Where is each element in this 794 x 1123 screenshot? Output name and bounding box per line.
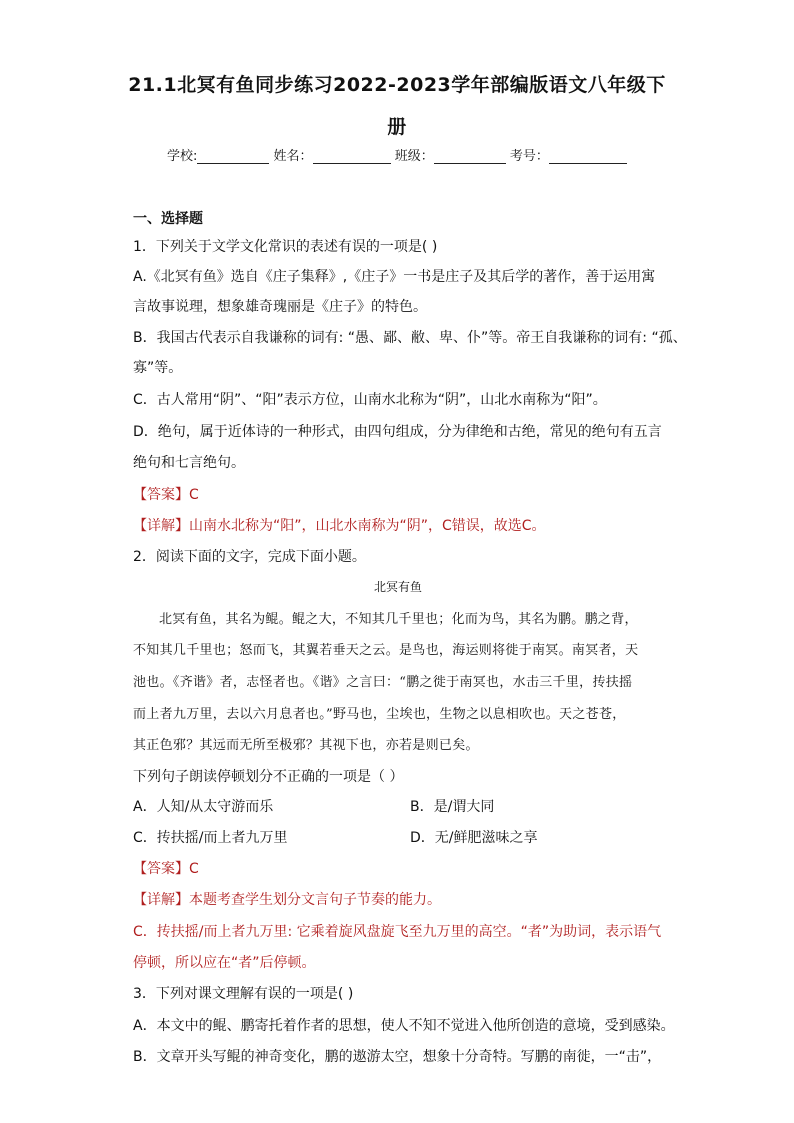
- q1-detail: [133, 515, 546, 535]
- q1-answer: [133, 484, 199, 504]
- q3-option-a: A．本文中的鲲、鹏寄托着作者的思想，使人不知不觉进入他所创造的意境，受到感染。: [133, 1018, 675, 1034]
- document-title: 21.1北冥有鱼同步练习2022-2023学年部编版语文八年级下: [128, 74, 666, 96]
- detail-tag: 【详解】: [133, 892, 189, 908]
- q2-detail: [133, 889, 441, 909]
- detail-text: 山南水北称为“阳”，山北水南称为“阴”，C错误，故选C。: [189, 518, 546, 534]
- passage-line: 而上者九万里，去以六月息者也。”野马也，尘埃也，生物之以息相吹也。天之苍苍，: [133, 707, 626, 722]
- answer-value: C: [189, 487, 199, 503]
- class-field[interactable]: [434, 149, 506, 164]
- q2-stem: 2．阅读下面的文字，完成下面小题。: [133, 549, 366, 565]
- section-heading: 一、选择题: [133, 211, 203, 227]
- q2-detail-explanation-cont: 停顿，所以应在“者”后停顿。: [133, 955, 316, 971]
- q2-answer: [133, 858, 199, 878]
- q2-option-d: D．无/鲜肥滋味之享: [410, 830, 538, 846]
- q1-option-a-cont: 言故事说理，想象雄奇瑰丽是《庄子》的特色。: [133, 299, 427, 315]
- student-info-row: [167, 145, 627, 164]
- detail-text: 本题考查学生划分文言句子节奏的能力。: [189, 892, 441, 908]
- q1-option-d: D．绝句，属于近体诗的一种形式，由四句组成，分为律绝和古绝，常见的绝句有五言: [133, 424, 662, 440]
- detail-tag: 【详解】: [133, 518, 189, 534]
- school-label: 学校:: [167, 149, 198, 164]
- q1-option-d-cont: 绝句和七言绝句。: [133, 455, 245, 471]
- class-label: 班级：: [394, 149, 434, 164]
- answer-tag: 【答案】: [133, 487, 189, 503]
- passage-line: 不知其几千里也；怒而飞，其翼若垂天之云。是鸟也，海运则将徙于南冥。南冥者，天: [133, 643, 639, 658]
- document-title-continued: 册: [387, 116, 407, 138]
- passage-title: 北冥有鱼: [373, 580, 422, 594]
- answer-value: C: [189, 861, 199, 877]
- q1-option-b-cont: 寡”等。: [133, 360, 183, 376]
- exam-no-label: 考号：: [509, 149, 549, 164]
- q1-stem: 1．下列关于文学文化常识的表述有误的一项是( ): [133, 239, 438, 255]
- passage-line: 其正色邪？其远而无所至极邪？其视下也，亦若是则已矣。: [133, 738, 479, 753]
- passage-line: 北冥有鱼，其名为鲲。鲲之大，不知其几千里也；化而为鸟，其名为鹏。鹏之背，: [159, 612, 638, 627]
- q2-detail-explanation: C．抟扶摇/而上者九万里: 它乘着旋风盘旋飞至九万里的高空。“者”为助词，表示语气: [133, 924, 662, 940]
- q2-option-a: A．人知/从太守游而乐: [133, 799, 274, 815]
- name-field[interactable]: [313, 149, 391, 164]
- passage-line: 池也。《齐谐》者，志怪者也。《谐》之言曰：“鹏之徙于南冥也，水击三千里，抟扶摇: [133, 675, 633, 690]
- q3-option-b: B．文章开头写鲲的神奇变化，鹏的遨游太空，想象十分奇特。写鹏的南徙，一“击”，: [133, 1049, 662, 1065]
- q1-option-c: C．古人常用“阴”、“阳”表示方位，山南水北称为“阴”，山北水南称为“阳”。: [133, 392, 607, 408]
- q2-sub-stem: 下列句子朗读停顿划分不正确的一项是（ ）: [133, 769, 404, 785]
- q2-option-c: C．抟扶摇/而上者九万里: [133, 830, 288, 846]
- q1-option-a: A.《北冥有鱼》选自《庄子集释》,《庄子》一书是庄子及其后学的著作，善于运用寓: [133, 269, 656, 285]
- q2-option-b: B．是/谓大同: [410, 799, 495, 815]
- q3-stem: 3．下列对课文理解有误的一项是( ): [133, 986, 354, 1002]
- school-field[interactable]: [197, 149, 269, 164]
- q1-option-b: B．我国古代表示自我谦称的词有: “愚、鄙、敝、卑、仆”等。帝王自我谦称的词有: “孤、: [133, 330, 687, 346]
- name-label: 姓名：: [273, 149, 313, 164]
- exam-no-field[interactable]: [549, 149, 627, 164]
- answer-tag: 【答案】: [133, 861, 189, 877]
